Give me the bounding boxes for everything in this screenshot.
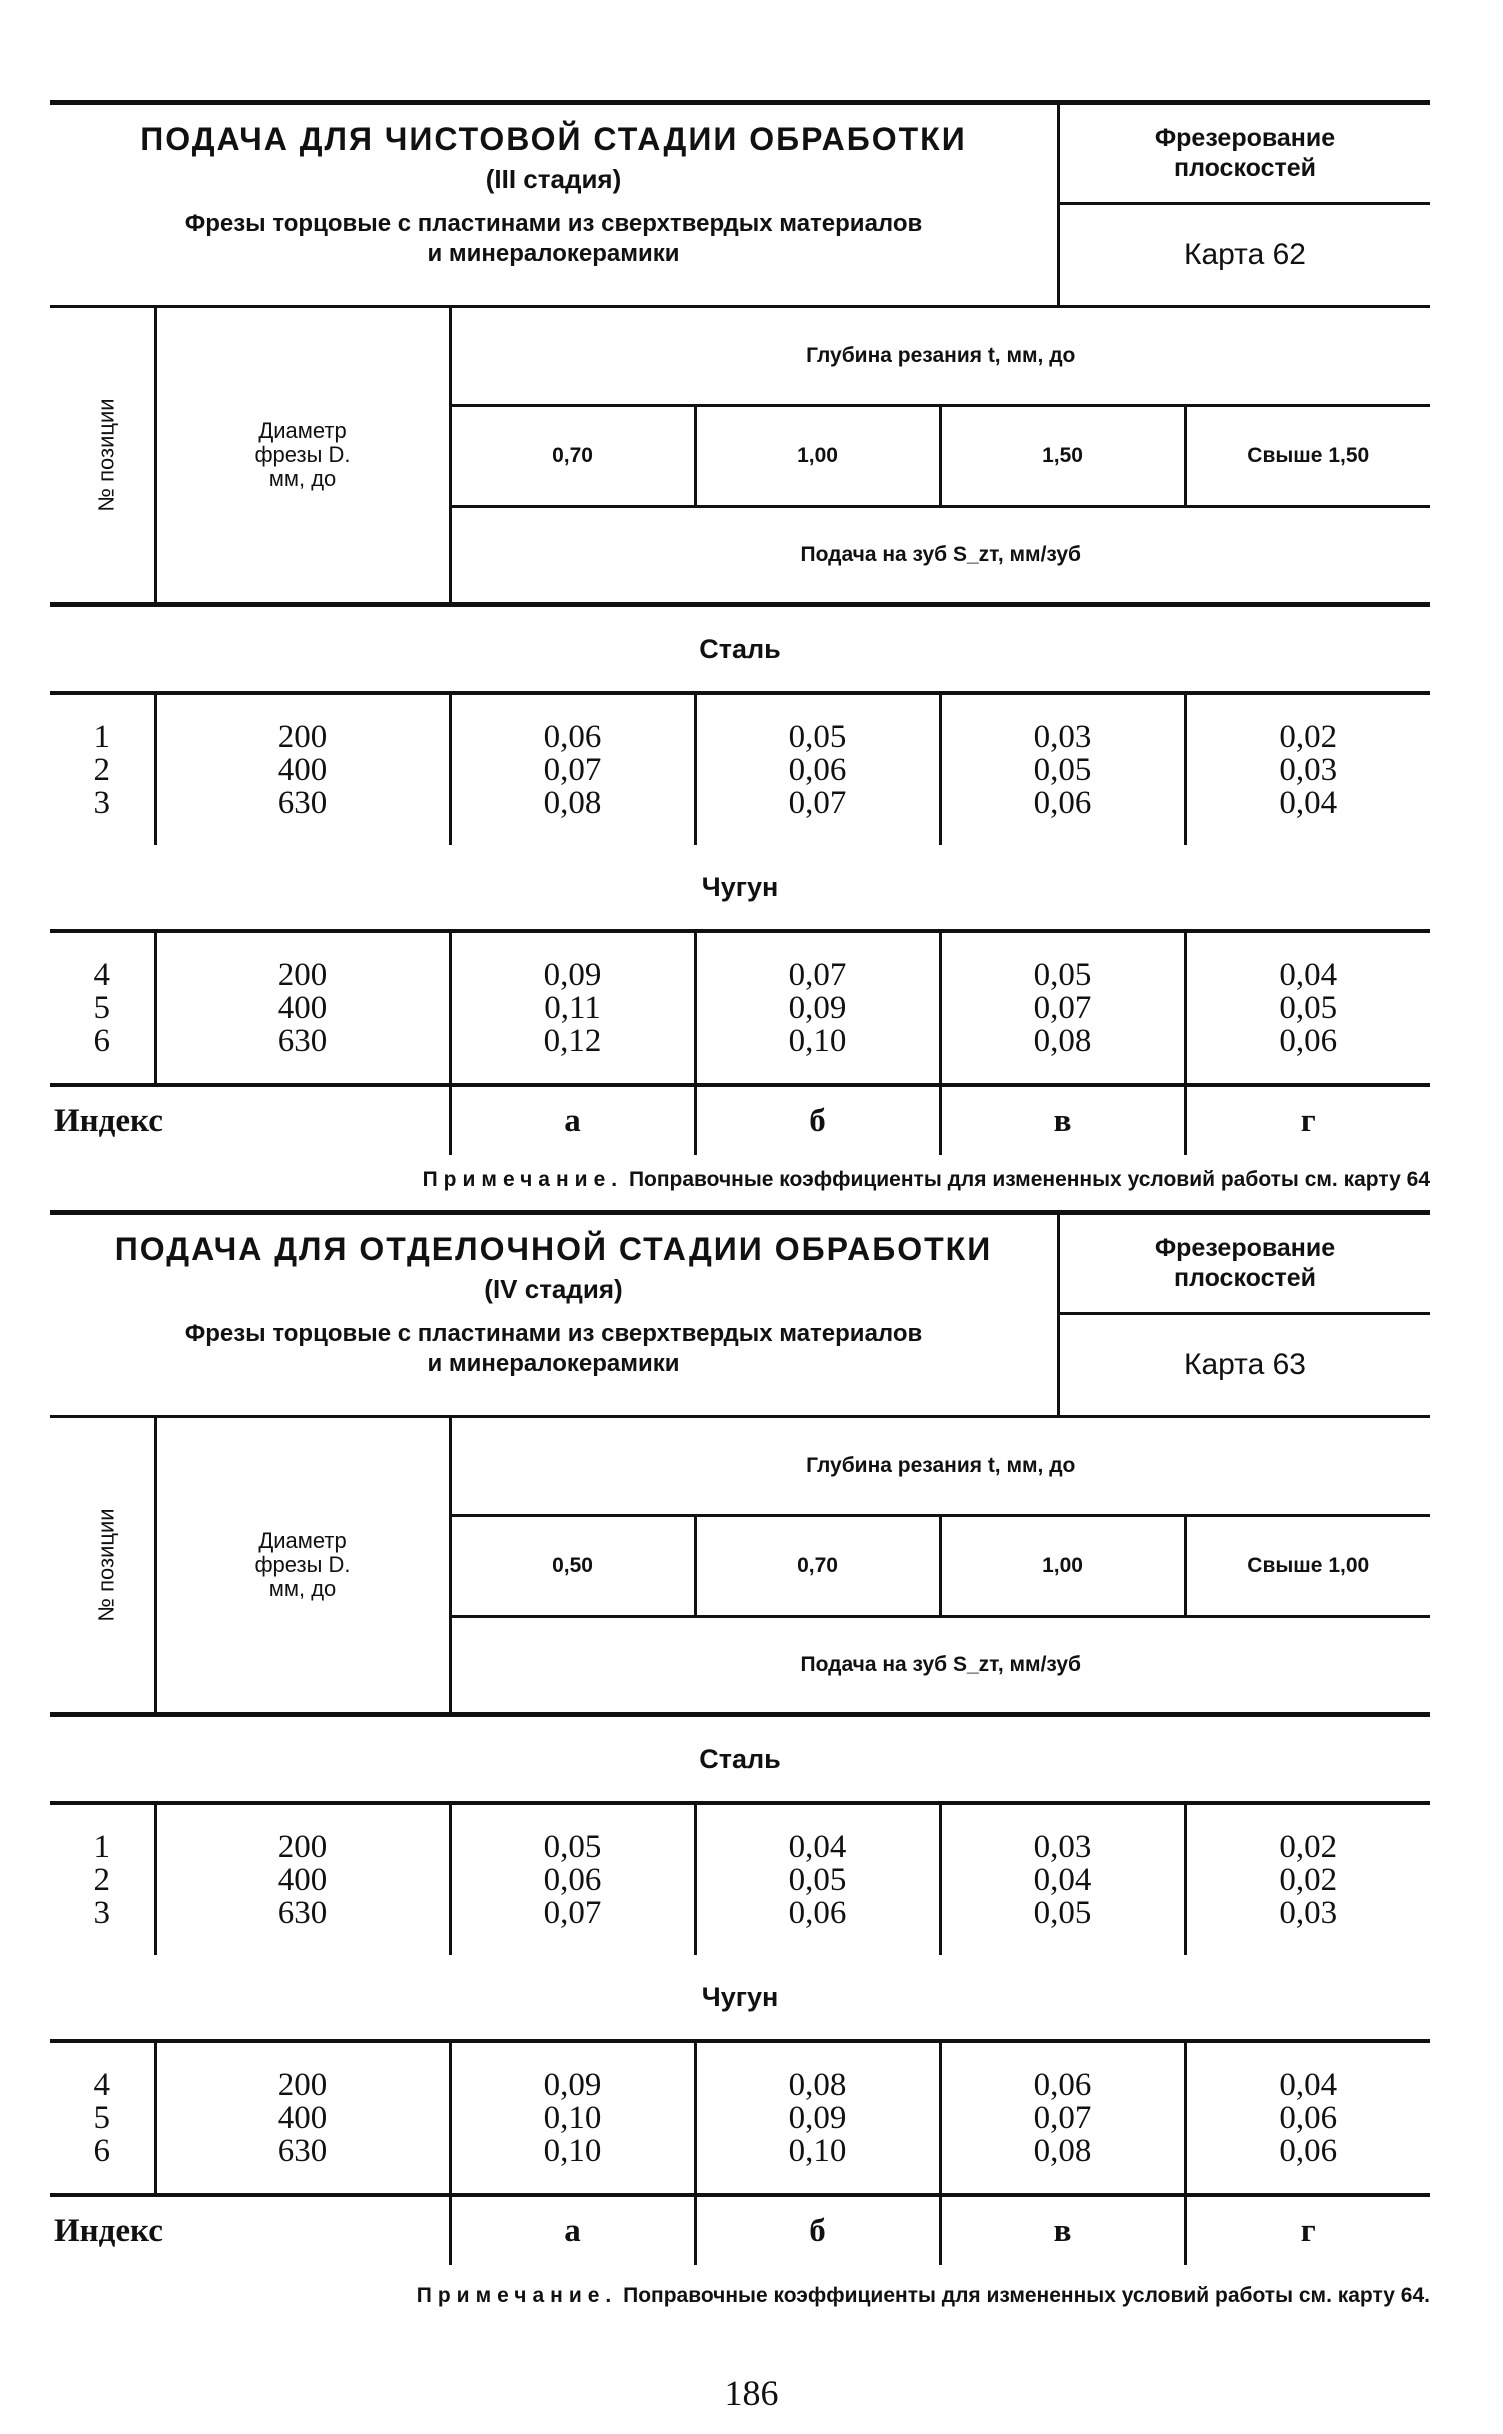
depth-value: Свыше 1,50 xyxy=(1185,406,1430,507)
subtitle-line: Фрезы торцовые с пластинами из сверхтвердых материалов xyxy=(184,210,923,237)
feed-values: 0,03 0,05 0,06 xyxy=(940,695,1185,845)
operation-line: Фрезерование xyxy=(1154,1234,1336,1262)
note-text: Поправочные коэффициенты для измененных условий работы см. карту 64 xyxy=(628,1168,1430,1191)
diameter-values: 200 400 630 xyxy=(155,695,450,845)
material-data xyxy=(50,1805,1430,1955)
depth-value: 0,70 xyxy=(695,1516,940,1617)
feed-values: 0,06 0,07 0,08 xyxy=(450,695,695,845)
card-stage: (III стадия) xyxy=(485,164,622,194)
subtitle-line: и минералокерамики xyxy=(427,240,680,267)
depth-value: 1,00 xyxy=(940,1516,1185,1617)
depth-header: Глубина резания t, мм, до xyxy=(450,1418,1430,1516)
index-value: г xyxy=(1185,2195,1430,2265)
feed-values: 0,02 0,02 0,03 xyxy=(1185,1805,1430,1955)
note-prefix: Примечание. xyxy=(422,1168,624,1191)
index-label: Индекс xyxy=(50,1085,450,1155)
material-group-title: Чугун xyxy=(50,1955,1430,2043)
feed-values: 0,06 0,07 0,08 xyxy=(940,2043,1185,2193)
diameter-values: 200 400 630 xyxy=(155,1805,450,1955)
card-header xyxy=(50,100,1430,308)
feed-values: 0,05 0,07 0,08 xyxy=(940,933,1185,1083)
map-number: Карта 62 xyxy=(1184,238,1306,271)
depth-value: 1,50 xyxy=(940,406,1185,507)
index-row xyxy=(50,2193,1430,2265)
page-number: 186 xyxy=(724,2373,779,2413)
index-value: а xyxy=(450,2195,695,2265)
position-column-header xyxy=(50,1418,155,1715)
diameter-values: 200 400 630 xyxy=(155,2043,450,2193)
material-data xyxy=(50,933,1430,1083)
note-62 xyxy=(50,1168,1430,1192)
depth-value: 1,00 xyxy=(695,406,940,507)
card-title-block xyxy=(50,105,1060,305)
depth-value: 0,50 xyxy=(450,1516,695,1617)
diameter-header-line: фрезы D. xyxy=(254,442,351,467)
feed-values: 0,08 0,09 0,10 xyxy=(695,2043,940,2193)
table-header xyxy=(50,308,1430,607)
index-value: в xyxy=(940,1085,1185,1155)
feed-header: Подача на зуб S_zт, мм/зуб xyxy=(450,507,1430,605)
position-numbers: 4 5 6 xyxy=(93,956,110,1059)
operation-line: плоскостей xyxy=(1173,154,1317,182)
map-number: Карта 63 xyxy=(1184,1348,1306,1381)
position-header-text: № позиции xyxy=(93,398,119,512)
feed-values: 0,05 0,06 0,07 xyxy=(450,1805,695,1955)
card-title-block xyxy=(50,1215,1060,1415)
feed-values: 0,09 0,11 0,12 xyxy=(450,933,695,1083)
note-63 xyxy=(50,2284,1430,2308)
index-value: б xyxy=(695,2195,940,2265)
card-62 xyxy=(50,100,1430,1155)
depth-value: Свыше 1,00 xyxy=(1185,1516,1430,1617)
note-text: Поправочные коэффициенты для измененных условий работы см. карту 64. xyxy=(623,2284,1430,2307)
index-value: в xyxy=(940,2195,1185,2265)
operation-line: плоскостей xyxy=(1173,1264,1317,1292)
card-subtitle xyxy=(50,1319,1057,1379)
diameter-column-header xyxy=(155,1418,450,1715)
material-group-title: Сталь xyxy=(50,607,1430,695)
feed-values: 0,04 0,06 0,06 xyxy=(1185,2043,1430,2193)
card-title: ПОДАЧА ДЛЯ ЧИСТОВОЙ СТАДИИ ОБРАБОТКИ xyxy=(140,121,967,157)
material-data xyxy=(50,2043,1430,2193)
feed-values: 0,09 0,10 0,10 xyxy=(450,2043,695,2193)
diameter-header-line: мм, до xyxy=(268,466,337,491)
card-stage: (IV стадия) xyxy=(484,1274,623,1304)
index-row xyxy=(50,1083,1430,1155)
diameter-header-line: Диаметр xyxy=(258,1528,347,1553)
index-value: а xyxy=(450,1085,695,1155)
card-63 xyxy=(50,1210,1430,2265)
note-prefix: Примечание. xyxy=(416,2284,618,2307)
card-meta xyxy=(1060,105,1430,305)
material-data xyxy=(50,695,1430,845)
feed-values: 0,05 0,06 0,07 xyxy=(695,695,940,845)
feed-values: 0,04 0,05 0,06 xyxy=(1185,933,1430,1083)
groups xyxy=(50,1717,1430,2193)
diameter-header-line: Диаметр xyxy=(258,418,347,443)
card-header xyxy=(50,1210,1430,1418)
diameter-values: 200 400 630 xyxy=(155,933,450,1083)
card-subtitle xyxy=(50,209,1057,269)
diameter-header-line: мм, до xyxy=(268,1576,337,1601)
feed-values: 0,04 0,05 0,06 xyxy=(695,1805,940,1955)
table-header xyxy=(50,1418,1430,1717)
operation-line: Фрезерование xyxy=(1154,124,1336,152)
position-numbers: 1 2 3 xyxy=(93,718,110,821)
depth-header: Глубина резания t, мм, до xyxy=(450,308,1430,406)
feed-header: Подача на зуб S_zт, мм/зуб xyxy=(450,1617,1430,1715)
index-label: Индекс xyxy=(50,2195,450,2265)
depth-value: 0,70 xyxy=(450,406,695,507)
material-group-title: Чугун xyxy=(50,845,1430,933)
groups xyxy=(50,607,1430,1083)
subtitle-line: и минералокерамики xyxy=(427,1350,680,1377)
position-numbers: 1 2 3 xyxy=(93,1828,110,1931)
operation-label xyxy=(1060,105,1430,205)
index-value: б xyxy=(695,1085,940,1155)
position-numbers: 4 5 6 xyxy=(93,2066,110,2169)
feed-values: 0,03 0,04 0,05 xyxy=(940,1805,1185,1955)
position-column-header xyxy=(50,308,155,605)
material-group-title: Сталь xyxy=(50,1717,1430,1805)
diameter-column-header xyxy=(155,308,450,605)
index-value: г xyxy=(1185,1085,1430,1155)
card-title: ПОДАЧА ДЛЯ ОТДЕЛОЧНОЙ СТАДИИ ОБРАБОТКИ xyxy=(114,1231,993,1267)
subtitle-line: Фрезы торцовые с пластинами из сверхтвердых материалов xyxy=(184,1320,923,1347)
diameter-header-line: фрезы D. xyxy=(254,1552,351,1577)
feed-values: 0,07 0,09 0,10 xyxy=(695,933,940,1083)
card-meta xyxy=(1060,1215,1430,1415)
operation-label xyxy=(1060,1215,1430,1315)
position-header-text: № позиции xyxy=(93,1508,119,1622)
feed-values: 0,02 0,03 0,04 xyxy=(1185,695,1430,845)
